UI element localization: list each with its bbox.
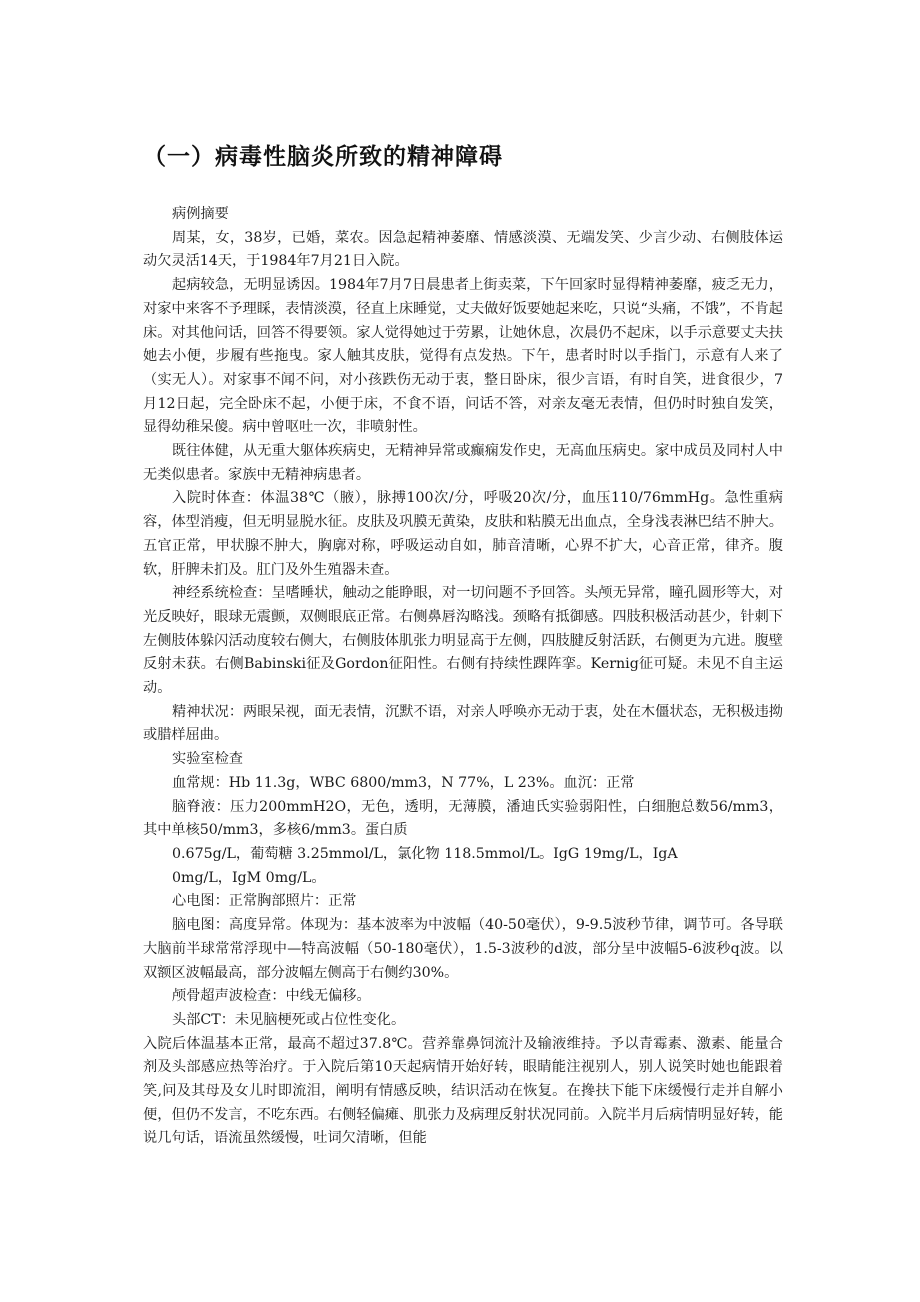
- paragraph: 血常规：Hb 11.3g，WBC 6800/mm3，N 77%，L 23%。血沉：正常: [172, 774, 635, 791]
- paragraph: 病例摘要: [172, 206, 229, 222]
- paragraph: 神经系统检查：呈嗜睡状，触动之能睁眼，对一切问题不予回答。头颅无异常，瞳孔圆形等大，对光反映好，眼球无震颤，双侧眼底正常。右侧鼻唇沟略浅。颈略有抵御感。四肢积极活动甚少，针刺下左侧肢体躲闪活动度较右侧大，右侧肢体肌张力明显高于左侧，四肢腱反射活跃，右侧更为亢进。腹壁反射未获。右侧Babinski征及Gordon征阳性。右侧有持续性踝阵挛。Kernig征可疑。未见不自主运动。: [143, 585, 783, 697]
- paragraph: 起病较急，无明显诱因。1984年7月7日晨患者上街卖菜，下午回家时显得精神萎靡，疲乏无力，对家中来客不予理睬，表情淡漠，径直上床睡觉，丈夫做好饭要她起来吃，只说“头痛，不饿”，不肯起床。对其他问话，回答不得要领。家人觉得她过于劳累，让她休息，次晨仍不起床，以手示意要丈夫扶她去小便，步履有些拖曳。家人触其皮肤，觉得有点发热。下午，患者时时以手指门，示意有人来了（实无人）。对家事不闻不问，对小孩跌伤无动于衷，整日卧床，很少言语，有时自笑，进食很少，7月12日起，完全卧床不起，小便于床，不食不语，问话不答，对亲友毫无表情，但仍时时独自发笑，显得幼稚呆傻。病中曾呕吐一次，非喷射性。: [143, 277, 783, 436]
- paragraph: 既往体健，从无重大躯体疾病史，无精神异常或癫痫发作史，无高血压病史。家中成员及同村人中无类似患者。家族中无精神病患者。: [143, 443, 783, 483]
- paragraph: 实验室检查: [172, 751, 243, 768]
- paragraph: 脑脊液：压力200mmH2O，无色，透明，无薄膜，潘迪氏实验弱阳性，白细胞总数56/mm3，其中单核50/mm3，多核6/mm3。蛋白质: [143, 798, 783, 839]
- paragraph: 0mg/L，IgM 0mg/L。: [172, 869, 326, 886]
- paragraph: 头部CT：未见脑梗死或占位性变化。: [172, 1011, 406, 1028]
- paragraph: 心电图：正常胸部照片：正常: [172, 893, 357, 910]
- paragraph: 脑电图：高度异常。体现为：基本波率为中波幅（40-50毫伏），9-9.5波秒节律，调节可。各导联大脑前半球常常浮现中—特高波幅（50-180毫伏），1.5-3波秒的d波，部分呈中波幅5-6波秒q波。以双额区波幅最高，部分波幅左侧高于右侧约30%。: [143, 917, 783, 981]
- paragraph: 0.675g/L，葡萄糖 3.25mmol/L，氯化物 118.5mmol/L。IgG 19mg/L，IgA: [172, 845, 678, 862]
- paragraph: 周某，女，38岁，已婚，菜农。因急起精神萎靡、情感淡漠、无端发笑、少言少动、右侧肢体运动欠灵活14天，于1984年7月21日入院。: [143, 229, 783, 270]
- paragraph: 入院后体温基本正常，最高不超过37.8℃。营养靠鼻饲流汁及输液维持。予以青霉素、激素、能量合剂及头部感应热等治疗。于入院后第10天起病情开始好转，眼睛能注视别人，别人说笑时她也能跟着笑,问及其母及女儿时即流泪，阐明有情感反映，结识活动在恢复。在搀扶下能下床缓慢行走并自解小便，但仍不发言，不吃东西。右侧轻偏瘫、肌张力及病理反射状况同前。入院半月后病情明显好转，能说几句话，语流虽然缓慢，吐词欠清晰，但能: [143, 1035, 783, 1147]
- section-title: （一）病毒性脑炎所致的精神障碍: [143, 144, 503, 170]
- paragraph: 颅骨超声波检查：中线无偏移。: [172, 988, 371, 1005]
- paragraph: 入院时体查：体温38℃（腋），脉搏100次/分，呼吸20次/分，血压110/76mmHg。急性重病容，体型消瘦，但无明显脱水征。皮肤及巩膜无黄染，皮肤和粘膜无出血点，全身浅表淋巴结不肿大。五官正常，甲状腺不肿大，胸廓对称，呼吸运动自如，肺音清晰，心界不扩大，心音正常，律齐。腹软，肝脾未扪及。肛门及外生殖器未查。: [143, 490, 783, 578]
- document-body: [143, 203, 783, 1151]
- paragraph: 精神状况：两眼呆视，面无表情，沉默不语，对亲人呼唤亦无动于衷，处在木僵状态，无积极违拗或腊样屈曲。: [143, 703, 783, 744]
